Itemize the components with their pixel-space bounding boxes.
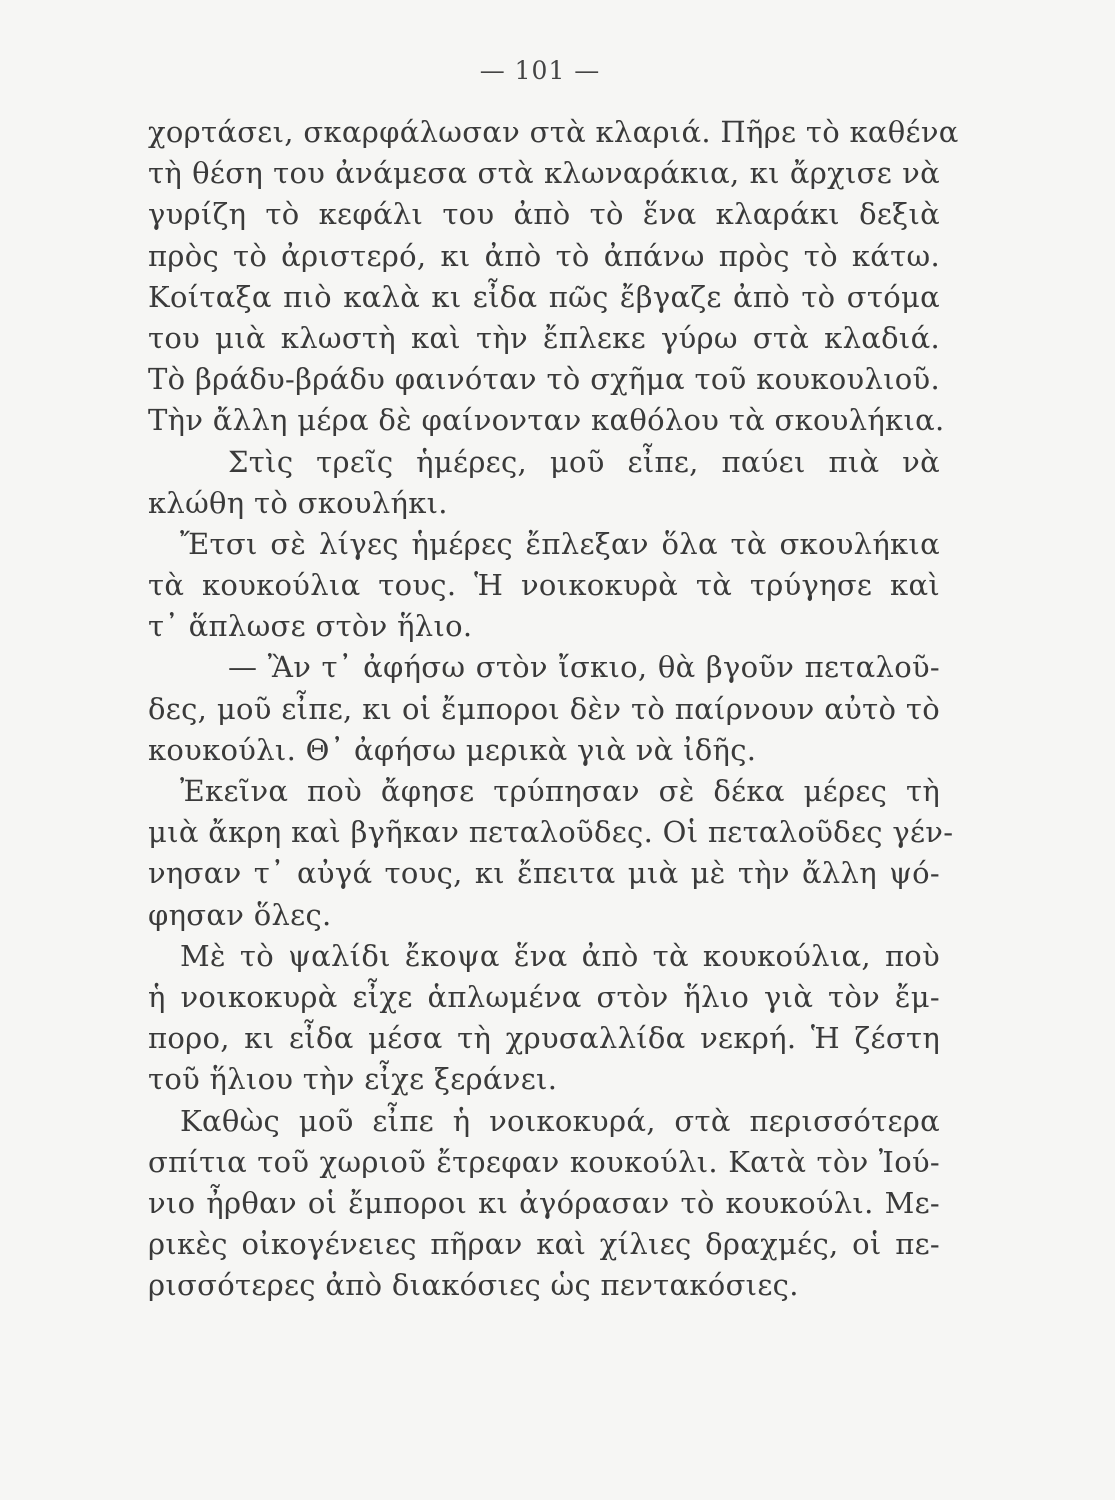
text-line: Τὴν ἄλλη μέρα δὲ φαίνονταν καθόλου τὰ σκουλήκια. bbox=[148, 403, 945, 438]
text-line: Ἔτσι σὲ λίγες ἡμέρες ἔπλεξαν ὅλα τὰ σκουλήκια bbox=[180, 526, 940, 561]
text-line: τὰ κουκούλια τους. Ἡ νοικοκυρὰ τὰ τρύγησε καὶ bbox=[148, 568, 940, 603]
text-line: πρὸς τὸ ἀριστερό, κι ἀπὸ τὸ ἀπάνω πρὸς τὸ κάτω. bbox=[148, 238, 940, 273]
text-line: ἡ νοικοκυρὰ εἶχε ἁπλωμένα στὸν ἥλιο γιὰ τὸν ἔμ- bbox=[148, 979, 940, 1014]
text-line: κουκούλι. Θ᾿ ἀφήσω μερικὰ γιὰ νὰ ἰδῆς. bbox=[148, 732, 757, 767]
text-line: χορτάσει, σκαρφάλωσαν στὰ κλαριά. Πῆρε τὸ καθένα bbox=[148, 115, 959, 149]
text-line: νησαν τ᾿ αὐγά τους, κι ἔπειτα μιὰ μὲ τὴν ἄλλη ψό- bbox=[148, 856, 940, 891]
text-line: Μὲ τὸ ψαλίδι ἔκοψα ἕνα ἀπὸ τὰ κουκούλια, ποὺ bbox=[180, 938, 940, 973]
text-line: κλώθη τὸ σκουλήκι. bbox=[148, 485, 448, 520]
text-line: Ἐκεῖνα ποὺ ἄφησε τρύπησαν σὲ δέκα μέρες τὴ bbox=[180, 774, 940, 808]
text-line: πορο, κι εἶδα μέσα τὴ χρυσαλλίδα νεκρή. Ἡ ζέστη bbox=[148, 1021, 940, 1056]
text-line: μιὰ ἄκρη καὶ βγῆκαν πεταλοῦδες. Οἱ πεταλοῦδες γέν- bbox=[148, 815, 954, 850]
text-line: Τὸ βράδυ-βράδυ φαινόταν τὸ σχῆμα τοῦ κουκουλιοῦ. bbox=[148, 362, 940, 397]
text-line: τοῦ ἥλιου τὴν εἶχε ξεράνει. bbox=[148, 1062, 558, 1097]
text-line: φησαν ὅλες. bbox=[148, 897, 332, 932]
text-line: Στὶς τρεῖς ἡμέρες, μοῦ εἶπε, παύει πιὰ νὰ bbox=[228, 444, 940, 479]
text-line: ρισσότερες ἀπὸ διακόσιες ὡς πεντακόσιες. bbox=[148, 1268, 799, 1303]
text-line: τ᾿ ἅπλωσε στὸν ἥλιο. bbox=[148, 609, 473, 644]
text-line: γυρίζη τὸ κεφάλι του ἀπὸ τὸ ἕνα κλαράκι δεξιὰ bbox=[148, 197, 940, 232]
text-line: Καθὼς μοῦ εἶπε ἡ νοικοκυρά, στὰ περισσότερα bbox=[180, 1103, 940, 1138]
page-number: — 101 — bbox=[479, 56, 601, 85]
text-line: — Ἂν τ᾿ ἀφήσω στὸν ἴσκιο, θὰ βγοῦν πεταλοῦ- bbox=[228, 650, 940, 685]
text-line: Κοίταξα πιὸ καλὰ κι εἶδα πῶς ἔβγαζε ἀπὸ τὸ στόμα bbox=[148, 279, 940, 314]
text-line: νιο ἦρθαν οἱ ἔμποροι κι ἀγόρασαν τὸ κουκούλι. Με- bbox=[148, 1185, 940, 1220]
text-line: του μιὰ κλωστὴ καὶ τὴν ἔπλεκε γύρω στὰ κλαδιά. bbox=[148, 320, 940, 355]
text-line: τὴ θέση του ἀνάμεσα στὰ κλωναράκια, κι ἄρχισε νὰ bbox=[148, 156, 940, 191]
body-text bbox=[148, 112, 959, 1306]
text-line: δες, μοῦ εἶπε, κι οἱ ἔμποροι δὲν τὸ παίρνουν αὐτὸ τὸ bbox=[148, 691, 940, 726]
text-line: ρικὲς οἰκογένειες πῆραν καὶ χίλιες δραχμές, οἱ πε- bbox=[148, 1227, 940, 1262]
text-line: σπίτια τοῦ χωριοῦ ἔτρεφαν κουκούλι. Κατὰ τὸν Ἰού- bbox=[148, 1144, 940, 1179]
